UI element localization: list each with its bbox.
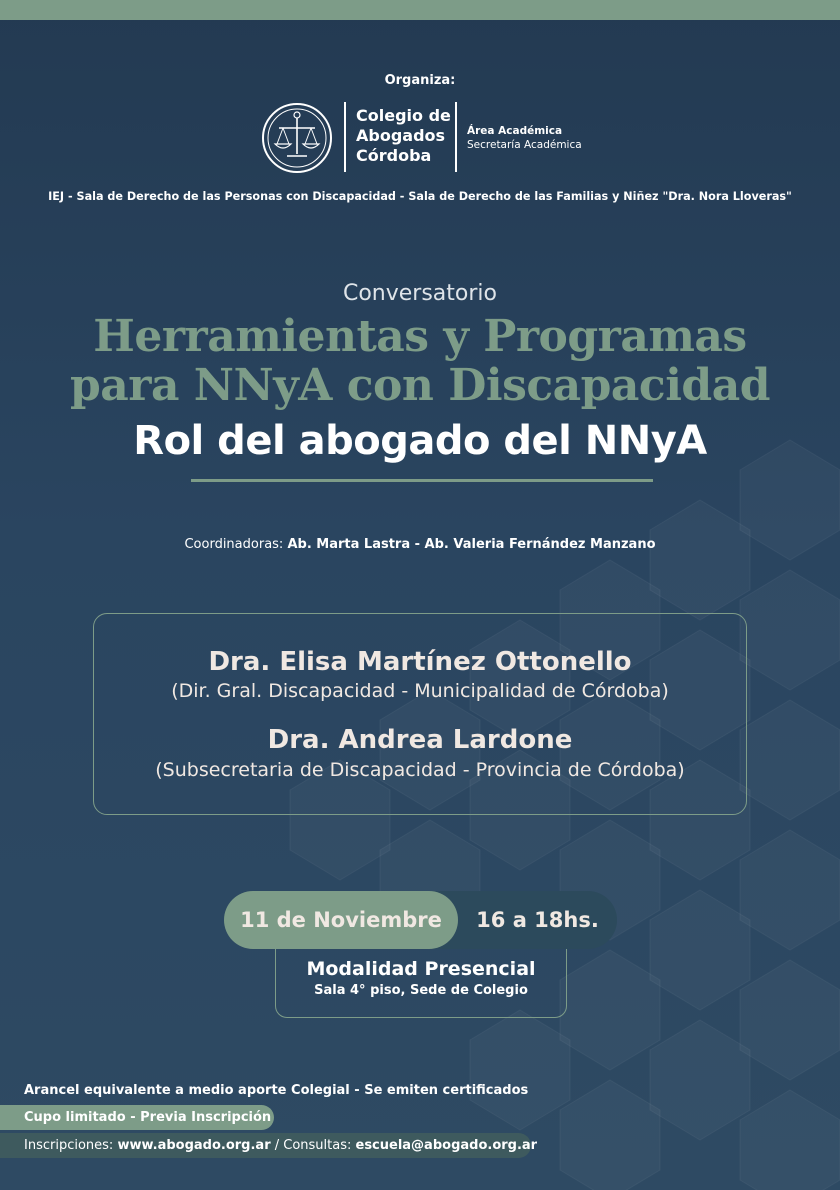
area-academica	[467, 124, 582, 152]
registration-url-link[interactable]: www.abogado.org.ar	[117, 1138, 271, 1153]
speaker-name: Dra. Elisa Martínez Ottonello	[208, 647, 632, 677]
registration-line	[24, 1133, 537, 1158]
speakers-box	[93, 613, 747, 815]
logo-divider	[344, 102, 346, 172]
colegio-name	[356, 106, 451, 166]
coordinators-label: Coordinadoras:	[184, 537, 284, 552]
event-title-line1: Herramientas y Programas	[93, 311, 747, 362]
colegio-line3: Córdoba	[356, 146, 432, 165]
event-type: Conversatorio	[342, 281, 497, 306]
coordinators	[0, 537, 840, 552]
top-accent-bar	[0, 0, 840, 20]
speaker-name: Dra. Andrea Lardone	[267, 725, 573, 755]
organiza-label: Organiza:	[384, 73, 456, 88]
modality-location: Sala 4° piso, Sede de Colegio	[314, 983, 528, 998]
area-title: Área Académica	[467, 125, 563, 137]
event-title-line2: para NNyA con Discapacidad	[70, 360, 770, 411]
contact-email-link[interactable]: escuela@abogado.org.ar	[355, 1138, 538, 1153]
fee-note: Arancel equivalente a medio aporte Colegial - Se emiten certificados	[24, 1083, 529, 1098]
speaker-role: (Subsecretaria de Discapacidad - Provincia de Córdoba)	[155, 759, 685, 781]
area-subtitle: Secretaría Académica	[467, 139, 582, 151]
capacity-note: Cupo limitado - Previa Inscripción	[24, 1110, 272, 1125]
title-underline	[191, 479, 653, 482]
event-time: 16 a 18hs.	[476, 908, 599, 932]
logo-divider-2	[455, 102, 457, 172]
event-subtitle: Rol del abogado del NNyA	[133, 418, 707, 464]
event-date: 11 de Noviembre	[240, 908, 442, 932]
registration-label: Inscripciones:	[24, 1138, 118, 1153]
organizer-logo	[258, 100, 598, 176]
co-organizers-line: IEJ - Sala de Derecho de las Personas con Discapacidad - Sala de Derecho de las Familias y Niñez "Dra. Nora Lloveras"	[48, 190, 792, 203]
speaker-role: (Dir. Gral. Discapacidad - Municipalidad de Córdoba)	[171, 680, 669, 702]
colegio-line1: Colegio de	[356, 106, 451, 125]
capacity-banner	[0, 1105, 274, 1130]
modality-title: Modalidad Presencial	[306, 958, 536, 980]
contact-label: / Consultas:	[270, 1138, 356, 1153]
schedule-pill	[224, 891, 617, 949]
registration-banner	[0, 1133, 538, 1158]
scales-of-justice-seal-icon	[261, 102, 333, 174]
modality-box	[275, 944, 567, 1018]
coordinators-names: Ab. Marta Lastra - Ab. Valeria Fernández Manzano	[287, 537, 656, 552]
colegio-line2: Abogados	[356, 126, 446, 145]
